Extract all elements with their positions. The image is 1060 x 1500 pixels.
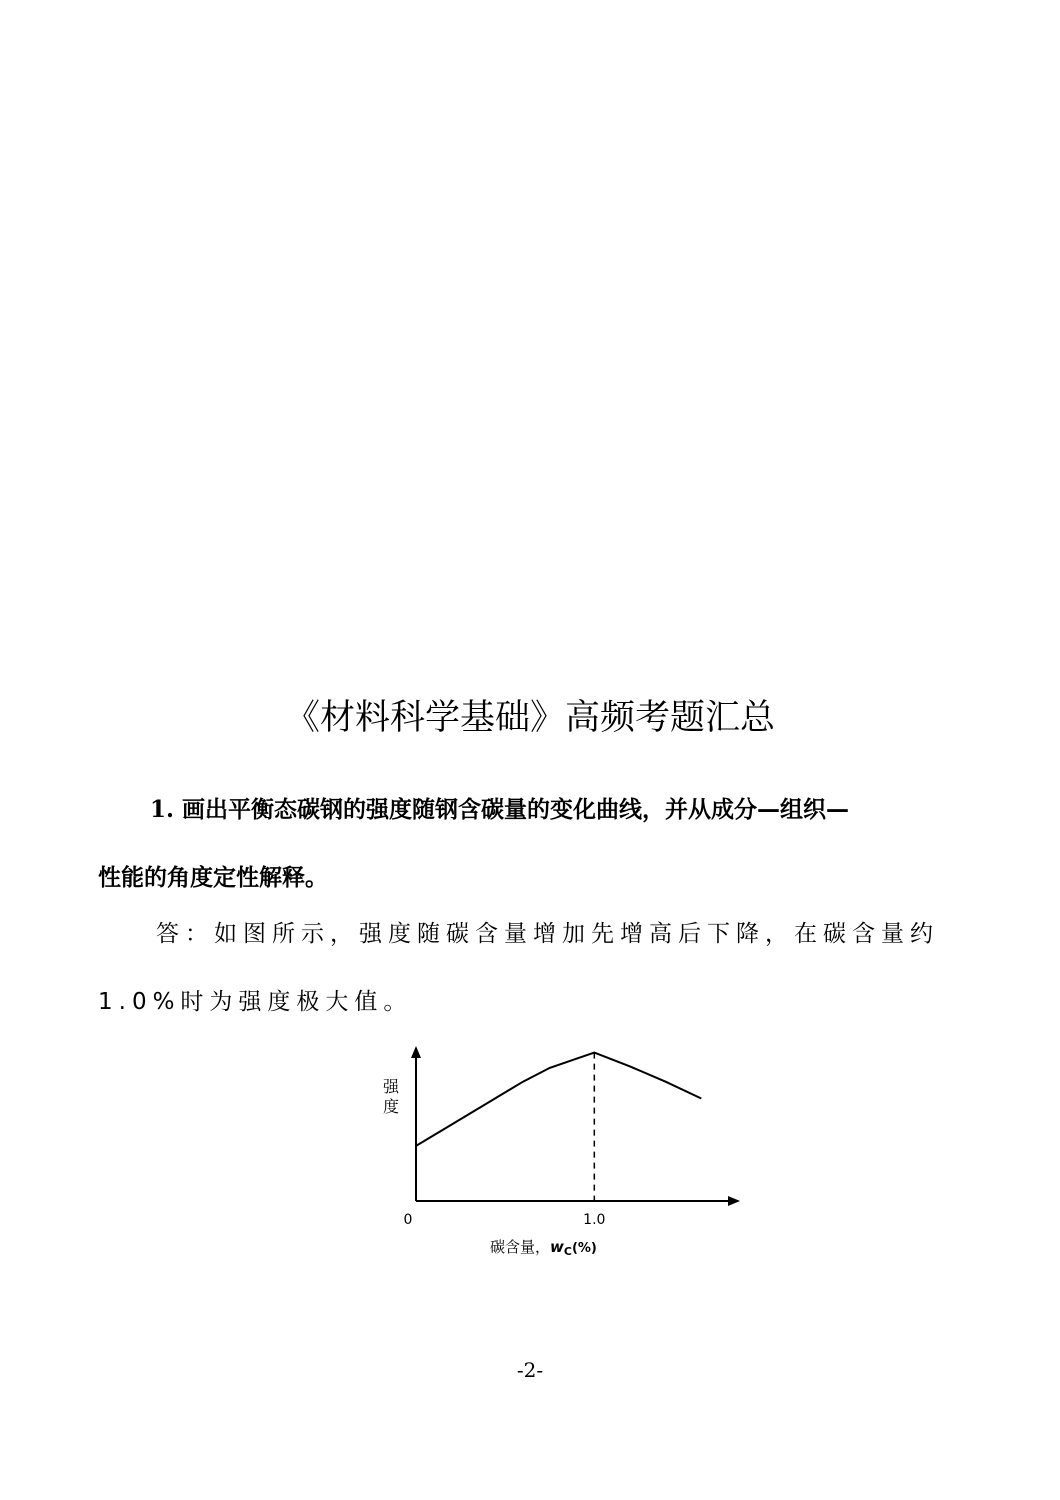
question-text-1: 画出平衡态碳钢的强度随钢含碳量的变化曲线，并从成分—组织—: [182, 797, 850, 823]
x-axis-label-symbol: w: [550, 1238, 564, 1256]
strength-carbon-chart: [360, 1040, 760, 1270]
question-number: 1.: [150, 796, 175, 823]
question-1: [98, 776, 960, 912]
x-axis-label-subscript: C: [563, 1245, 572, 1258]
x-axis-label-unit: (%): [571, 1241, 597, 1256]
y-axis-label-char-2: 度: [382, 1097, 400, 1116]
x-tick-label-0: 0: [403, 1212, 413, 1228]
question-text-2: 性能的角度定性解释。: [98, 865, 328, 891]
y-axis-label-char-1: 强: [382, 1077, 400, 1096]
answer-text-2: 1.0%时为强度极大值。: [98, 989, 413, 1015]
document-title: 《材料科学基础》高频考题汇总: [284, 698, 775, 738]
chart-svg: [360, 1040, 760, 1270]
x-axis-label: [490, 1238, 597, 1258]
x-tick-label-1: 1.0: [583, 1212, 606, 1228]
x-axis-label-text: 碳含量，: [490, 1238, 551, 1256]
page-number: -2-: [516, 1358, 544, 1382]
answer-1: [98, 900, 960, 1036]
question-line-1: [98, 776, 960, 844]
answer-text-1: 答：如图所示，强度随碳含量增加先增高后下降，在碳含量约: [156, 921, 939, 947]
series-line-strength: [416, 1053, 701, 1146]
